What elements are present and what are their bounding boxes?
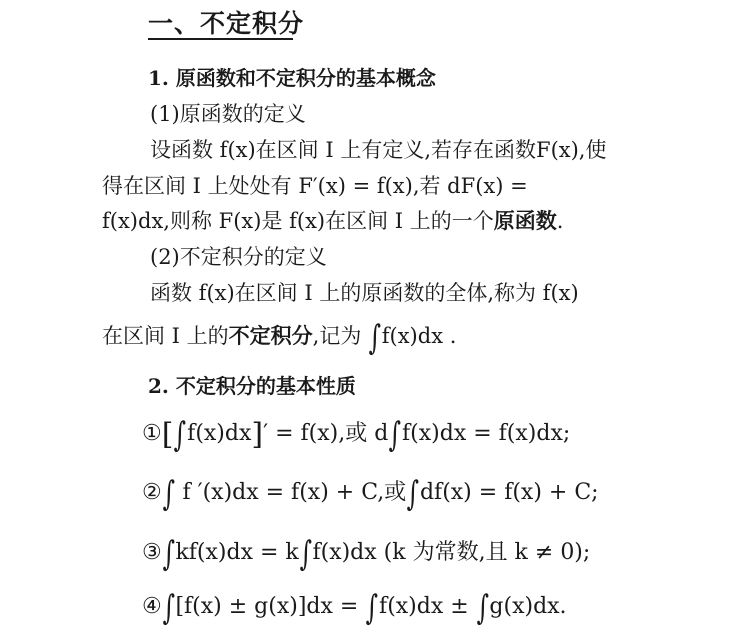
integral-sign: ∫ [476,588,489,628]
property-4 [142,588,567,628]
property-4-marker: ④ [142,594,162,619]
section-title: 一、不定积分 [148,9,305,38]
property-2-marker: ② [142,480,162,505]
property-1-derivative-text: ′ = f(x),或 d [263,421,389,446]
paragraph2-line2-mid: ,记为 [312,324,362,348]
integral-sign: ∫ [174,415,187,455]
paragraph1-line2: 得在区间 I 上处处有 F′(x) = f(x),若 dF(x) = [102,174,528,198]
property-4-text-a: [f(x) ± g(x)]dx = [175,594,366,619]
term-indefinite-integral: 不定积分 [228,323,313,348]
open-bracket: [ [161,417,174,452]
property-1-integrand: f(x)dx [187,421,252,446]
paragraph1-line3-end: . [556,209,564,233]
property-1 [142,415,571,455]
subheading-indefinite-integral-definition: (2)不定积分的定义 [150,245,327,269]
term-antiderivative: 原函数 [493,208,557,233]
property-2-text-a: f ′(x)dx = f(x) + C,或 [175,480,407,505]
integral-sign: ∫ [368,318,382,358]
property-3-marker: ③ [142,540,162,565]
property-1-marker: ① [142,421,162,446]
part1-heading: 1. 原函数和不定积分的基本概念 [148,66,436,90]
paragraph1-line1: 设函数 f(x)在区间 I 上有定义,若存在函数F(x),使 [150,138,607,162]
integral-sign: ∫ [406,474,420,514]
subheading-antiderivative-definition: (1)原函数的定义 [150,102,306,126]
property-2 [142,474,599,514]
property-3 [142,534,591,574]
integral-sign: ∫ [365,588,379,628]
integral-sign: ∫ [162,474,175,514]
part2-heading: 2. 不定积分的基本性质 [148,374,356,398]
title-underline [148,38,293,40]
integral-sign: ∫ [299,534,312,574]
property-2-text-b: df(x) = f(x) + C; [419,480,599,505]
close-bracket: ] [251,417,264,452]
paragraph2-line2 [102,318,457,358]
paragraph2-line2-text: 在区间 I 上的 [102,324,229,348]
paragraph2-line1: 函数 f(x)在区间 I 上的原函数的全体,称为 f(x) [150,281,579,305]
integral-sign: ∫ [162,588,175,628]
property-3-text-a: kf(x)dx = k [175,540,299,565]
property-1-differential-text: f(x)dx = f(x)dx; [402,421,571,446]
property-3-text-b: f(x)dx (k 为常数,且 k ≠ 0); [312,540,591,565]
paragraph1-line3-text: f(x)dx,则称 F(x)是 f(x)在区间 I 上的一个 [102,209,494,233]
integral-sign: ∫ [162,534,175,574]
integral-sign: ∫ [388,415,402,455]
paragraph1-line3 [102,205,563,235]
property-4-text-c: g(x)dx. [489,594,567,619]
notation-expression: f(x)dx . [381,324,457,348]
property-4-text-b: f(x)dx ± [379,594,476,619]
